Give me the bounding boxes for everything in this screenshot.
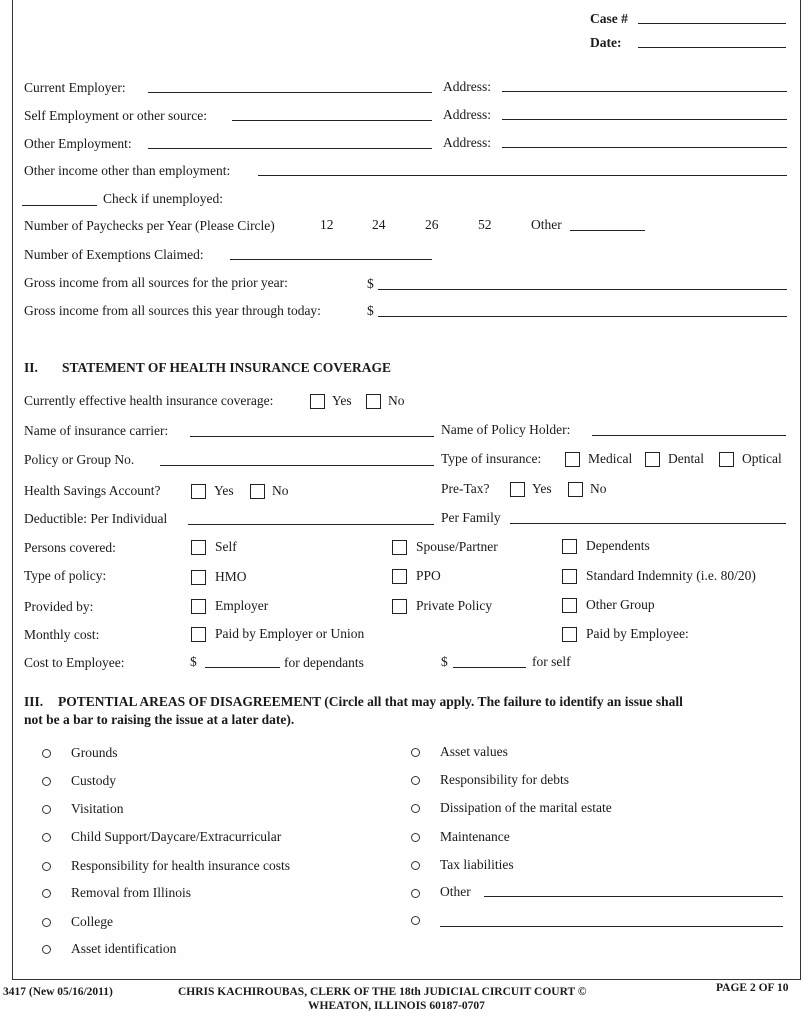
bullet-child-support[interactable] <box>42 833 51 842</box>
item-responsibility-debts[interactable]: Responsibility for debts <box>440 772 569 787</box>
gross-current-dollar: $ <box>367 303 374 318</box>
for-dependants-label: for dependants <box>284 655 364 670</box>
dental-checkbox[interactable] <box>645 452 660 467</box>
self-checkbox[interactable] <box>191 540 206 555</box>
check-unemployed-label: Check if unemployed: <box>103 191 223 206</box>
per-family-field[interactable] <box>510 523 786 524</box>
item-visitation[interactable]: Visitation <box>71 801 124 816</box>
paycheck-option-26[interactable]: 26 <box>425 217 439 232</box>
bullet-custody[interactable] <box>42 777 51 786</box>
bullet-tax-liabilities[interactable] <box>411 861 420 870</box>
paycheck-option-52[interactable]: 52 <box>478 217 492 232</box>
employer-label: Employer <box>215 598 269 613</box>
exemptions-field[interactable] <box>230 259 432 260</box>
paychecks-label: Number of Paychecks per Year (Please Circle) <box>24 218 275 233</box>
section-3-heading-continued: not be a bar to raising the issue at a later date). <box>24 712 295 727</box>
blank-issue-field[interactable] <box>440 926 783 927</box>
paycheck-option-12[interactable]: 12 <box>320 217 334 232</box>
self-employment-field[interactable] <box>232 120 432 121</box>
address-label-2: Address: <box>443 107 491 122</box>
policy-holder-label: Name of Policy Holder: <box>441 422 571 437</box>
address-field-1[interactable] <box>502 91 787 92</box>
spouse-checkbox[interactable] <box>392 540 407 555</box>
standard-indemnity-label: Standard Indemnity (i.e. 80/20) <box>586 568 756 583</box>
private-policy-checkbox[interactable] <box>392 599 407 614</box>
gross-prior-label: Gross income from all sources for the prior year: <box>24 275 288 290</box>
monthly-cost-label: Monthly cost: <box>24 627 100 642</box>
page-number: PAGE 2 OF 10 <box>716 982 789 994</box>
clerk-name: CHRIS KACHIROUBAS, CLERK OF THE 18th JUDICIAL CIRCUIT COURT © <box>178 986 587 998</box>
policy-holder-field[interactable] <box>592 435 786 436</box>
case-number-field[interactable] <box>638 23 786 24</box>
date-field[interactable] <box>638 47 786 48</box>
other-issue-field[interactable] <box>484 896 783 897</box>
dental-label: Dental <box>668 451 704 466</box>
gross-prior-field[interactable] <box>378 289 787 290</box>
other-income-label: Other income other than employment: <box>24 163 231 178</box>
item-grounds[interactable]: Grounds <box>71 745 118 760</box>
private-policy-label: Private Policy <box>416 598 493 613</box>
other-income-field[interactable] <box>258 175 787 176</box>
address-label-1: Address: <box>443 79 491 94</box>
pretax-yes-label: Yes <box>532 481 552 496</box>
optical-label: Optical <box>742 451 782 466</box>
date-label: Date: <box>590 35 622 50</box>
per-family-label: Per Family <box>441 510 501 525</box>
cost-employee-label: Cost to Employee: <box>24 655 125 670</box>
current-employer-field[interactable] <box>148 92 432 93</box>
bullet-visitation[interactable] <box>42 805 51 814</box>
pretax-label: Pre-Tax? <box>441 481 490 496</box>
carrier-label: Name of insurance carrier: <box>24 423 169 438</box>
bullet-blank[interactable] <box>411 916 420 925</box>
carrier-field[interactable] <box>190 436 434 437</box>
cost-dependants-field[interactable] <box>205 667 280 668</box>
section-3-number: III. <box>24 694 44 709</box>
bullet-dissipation[interactable] <box>411 804 420 813</box>
coverage-no-label: No <box>388 393 405 408</box>
item-custody[interactable]: Custody <box>71 773 117 788</box>
page-border-left <box>12 0 13 980</box>
bullet-responsibility-debts[interactable] <box>411 776 420 785</box>
hsa-no-checkbox[interactable] <box>250 484 265 499</box>
self-label: Self <box>215 539 237 554</box>
coverage-yes-checkbox[interactable] <box>310 394 325 409</box>
optical-checkbox[interactable] <box>719 452 734 467</box>
policy-number-label: Policy or Group No. <box>24 452 135 467</box>
bullet-maintenance[interactable] <box>411 833 420 842</box>
item-child-support[interactable]: Child Support/Daycare/Extracurricular <box>71 829 282 844</box>
gross-current-field[interactable] <box>378 316 787 317</box>
employer-checkbox[interactable] <box>191 599 206 614</box>
address-field-2[interactable] <box>502 119 787 120</box>
item-other[interactable]: Other <box>440 884 471 899</box>
paycheck-other-label: Other <box>531 217 562 232</box>
medical-label: Medical <box>588 451 633 466</box>
pretax-yes-checkbox[interactable] <box>510 482 525 497</box>
for-self-label: for self <box>532 654 571 669</box>
bullet-removal-illinois[interactable] <box>42 889 51 898</box>
address-field-3[interactable] <box>502 147 787 148</box>
item-tax-liabilities[interactable]: Tax liabilities <box>440 857 514 872</box>
bullet-other[interactable] <box>411 889 420 898</box>
unemployed-check-field[interactable] <box>22 205 97 206</box>
item-removal-illinois[interactable]: Removal from Illinois <box>71 885 191 900</box>
bullet-asset-identification[interactable] <box>42 945 51 954</box>
bullet-asset-values[interactable] <box>411 748 420 757</box>
standard-indemnity-checkbox[interactable] <box>562 569 577 584</box>
clerk-address: WHEATON, ILLINOIS 60187-0707 <box>308 1000 485 1012</box>
paycheck-other-field[interactable] <box>570 230 645 231</box>
spouse-label: Spouse/Partner <box>416 539 498 554</box>
gross-current-label: Gross income from all sources this year through today: <box>24 303 321 318</box>
cost-dependants-dollar: $ <box>190 654 197 669</box>
other-employment-label: Other Employment: <box>24 136 132 151</box>
section-2-number: II. <box>24 360 38 375</box>
type-insurance-label: Type of insurance: <box>441 451 542 466</box>
dependents-label: Dependents <box>586 538 650 553</box>
paid-employee-label: Paid by Employee: <box>586 626 689 641</box>
paid-employer-union-label: Paid by Employer or Union <box>215 626 365 641</box>
section-2-heading: STATEMENT OF HEALTH INSURANCE COVERAGE <box>62 360 392 375</box>
item-asset-identification[interactable]: Asset identification <box>71 941 177 956</box>
pretax-no-label: No <box>590 481 607 496</box>
hsa-yes-checkbox[interactable] <box>191 484 206 499</box>
hsa-no-label: No <box>272 483 289 498</box>
bullet-health-insurance-costs[interactable] <box>42 862 51 871</box>
deductible-label: Deductible: Per Individual <box>24 511 168 526</box>
cost-self-dollar: $ <box>441 654 448 669</box>
cost-self-field[interactable] <box>453 667 526 668</box>
bullet-college[interactable] <box>42 918 51 927</box>
item-asset-values[interactable]: Asset values <box>440 744 508 759</box>
hsa-label: Health Savings Account? <box>24 483 161 498</box>
hmo-label: HMO <box>215 569 247 584</box>
section-3-heading: POTENTIAL AREAS OF DISAGREEMENT (Circle all that may apply. The failure to identify an issue shall <box>58 694 683 709</box>
other-employment-field[interactable] <box>148 148 432 149</box>
hsa-yes-label: Yes <box>214 483 234 498</box>
address-label-3: Address: <box>443 135 491 150</box>
page-border-bottom <box>12 979 801 980</box>
persons-covered-label: Persons covered: <box>24 540 116 555</box>
bullet-grounds[interactable] <box>42 749 51 758</box>
current-employer-label: Current Employer: <box>24 80 126 95</box>
item-college[interactable]: College <box>71 914 113 929</box>
hmo-checkbox[interactable] <box>191 570 206 585</box>
gross-prior-dollar: $ <box>367 276 374 291</box>
other-group-label: Other Group <box>586 597 655 612</box>
item-dissipation[interactable]: Dissipation of the marital estate <box>440 800 612 815</box>
item-health-insurance-costs[interactable]: Responsibility for health insurance costs <box>71 858 290 873</box>
page-border-right <box>800 0 801 980</box>
item-maintenance[interactable]: Maintenance <box>440 829 510 844</box>
policy-number-field[interactable] <box>160 465 434 466</box>
dependents-checkbox[interactable] <box>562 539 577 554</box>
form-number: 3417 (New 05/16/2011) <box>3 986 113 998</box>
ppo-label: PPO <box>416 568 441 583</box>
provided-by-label: Provided by: <box>24 599 94 614</box>
coverage-no-checkbox[interactable] <box>366 394 381 409</box>
medical-checkbox[interactable] <box>565 452 580 467</box>
paycheck-option-24[interactable]: 24 <box>372 217 386 232</box>
case-number-label: Case # <box>590 11 628 26</box>
other-group-checkbox[interactable] <box>562 598 577 613</box>
self-employment-label: Self Employment or other source: <box>24 108 207 123</box>
pretax-no-checkbox[interactable] <box>568 482 583 497</box>
coverage-yes-label: Yes <box>332 393 352 408</box>
deductible-individual-field[interactable] <box>188 524 434 525</box>
exemptions-label: Number of Exemptions Claimed: <box>24 247 204 262</box>
coverage-label: Currently effective health insurance coverage: <box>24 393 274 408</box>
paid-employer-union-checkbox[interactable] <box>191 627 206 642</box>
paid-employee-checkbox[interactable] <box>562 627 577 642</box>
type-policy-label: Type of policy: <box>24 568 107 583</box>
ppo-checkbox[interactable] <box>392 569 407 584</box>
